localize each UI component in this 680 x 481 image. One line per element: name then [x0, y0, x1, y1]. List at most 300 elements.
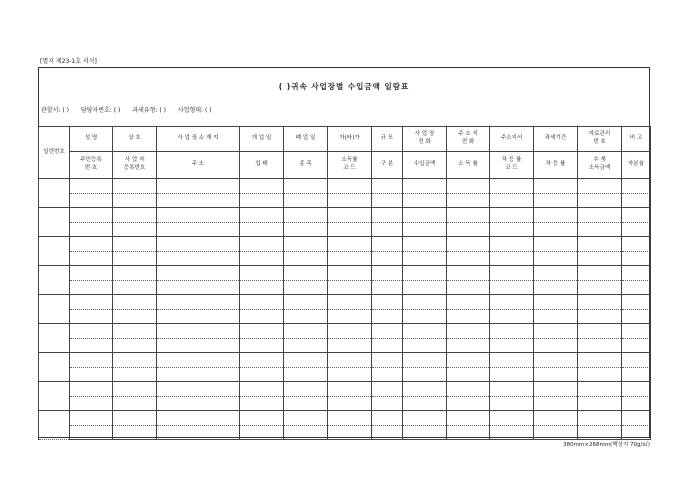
entry-cell[interactable]: [403, 411, 447, 426]
entry-cell[interactable]: [372, 237, 403, 252]
entry-cell[interactable]: [240, 310, 284, 324]
entry-cell[interactable]: [70, 252, 113, 266]
entry-cell[interactable]: [372, 295, 403, 310]
entry-cell[interactable]: [328, 252, 372, 266]
entry-cell[interactable]: [622, 339, 651, 353]
entry-cell[interactable]: [240, 353, 284, 368]
entry-cell[interactable]: [490, 179, 534, 194]
entry-cell[interactable]: [113, 295, 157, 310]
entry-cell[interactable]: [113, 382, 157, 397]
entry-cell[interactable]: [622, 324, 651, 339]
entry-cell[interactable]: [240, 266, 284, 281]
entry-cell[interactable]: [70, 295, 113, 310]
entry-cell[interactable]: [284, 208, 328, 223]
entry-cell[interactable]: [157, 237, 240, 252]
entry-cell[interactable]: [578, 426, 622, 440]
entry-cell[interactable]: [240, 223, 284, 237]
entry-cell[interactable]: [113, 339, 157, 353]
table-row: [39, 411, 651, 426]
entry-cell[interactable]: [70, 208, 113, 223]
entry-cell[interactable]: [403, 208, 447, 223]
serial-cell[interactable]: [39, 324, 70, 353]
entry-cell[interactable]: [403, 426, 447, 440]
entry-cell[interactable]: [447, 281, 490, 295]
entry-cell[interactable]: [447, 353, 490, 368]
entry-cell[interactable]: [113, 324, 157, 339]
entry-cell[interactable]: [534, 310, 578, 324]
header-cell-bottom: 사 업 자 등록번호: [113, 152, 157, 179]
entry-cell[interactable]: [534, 324, 578, 339]
entry-cell[interactable]: [490, 426, 534, 440]
entry-cell[interactable]: [447, 310, 490, 324]
entry-cell[interactable]: [328, 281, 372, 295]
entry-cell[interactable]: [447, 339, 490, 353]
entry-cell[interactable]: [113, 310, 157, 324]
entry-cell[interactable]: [372, 252, 403, 266]
entry-cell[interactable]: [403, 223, 447, 237]
entry-cell[interactable]: [240, 208, 284, 223]
entry-cell[interactable]: [328, 426, 372, 440]
entry-cell[interactable]: [447, 208, 490, 223]
entry-cell[interactable]: [284, 266, 328, 281]
entry-cell[interactable]: [284, 237, 328, 252]
entry-cell[interactable]: [328, 382, 372, 397]
serial-cell[interactable]: [39, 382, 70, 411]
entry-cell[interactable]: [113, 411, 157, 426]
entry-cell[interactable]: [157, 266, 240, 281]
serial-cell[interactable]: [39, 353, 70, 382]
entry-cell[interactable]: [157, 324, 240, 339]
entry-cell[interactable]: [447, 368, 490, 382]
entry-cell[interactable]: [157, 339, 240, 353]
entry-cell[interactable]: [622, 397, 651, 411]
entry-cell[interactable]: [578, 353, 622, 368]
header-cell-bottom: 추 계 소득금액: [578, 152, 622, 179]
entry-cell[interactable]: [113, 223, 157, 237]
entry-cell[interactable]: [403, 382, 447, 397]
entry-cell[interactable]: [372, 223, 403, 237]
header-cell-top: 자료관리 번 호: [578, 127, 622, 152]
entry-cell[interactable]: [622, 266, 651, 281]
entry-cell[interactable]: [284, 179, 328, 194]
entry-cell[interactable]: [534, 179, 578, 194]
entry-cell[interactable]: [328, 310, 372, 324]
entry-cell[interactable]: [70, 266, 113, 281]
entry-cell[interactable]: [578, 310, 622, 324]
entry-cell[interactable]: [328, 353, 372, 368]
entry-cell[interactable]: [403, 252, 447, 266]
entry-cell[interactable]: [70, 179, 113, 194]
entry-cell[interactable]: [403, 368, 447, 382]
entry-cell[interactable]: [403, 324, 447, 339]
entry-cell[interactable]: [240, 426, 284, 440]
table-row-sub: [39, 310, 651, 324]
entry-cell[interactable]: [157, 295, 240, 310]
table-row-sub: [39, 339, 651, 353]
entry-cell[interactable]: [622, 194, 651, 208]
header-cell-bottom: 구 분: [372, 152, 403, 179]
entry-cell[interactable]: [490, 237, 534, 252]
entry-cell[interactable]: [284, 281, 328, 295]
entry-cell[interactable]: [70, 411, 113, 426]
entry-cell[interactable]: [534, 266, 578, 281]
entry-cell[interactable]: [578, 368, 622, 382]
entry-cell[interactable]: [447, 324, 490, 339]
entry-cell[interactable]: [578, 208, 622, 223]
entry-cell[interactable]: [240, 179, 284, 194]
entry-cell[interactable]: [240, 368, 284, 382]
table-row: [39, 179, 651, 194]
entry-cell[interactable]: [284, 295, 328, 310]
entry-cell[interactable]: [578, 252, 622, 266]
entry-cell[interactable]: [70, 426, 113, 440]
entry-cell[interactable]: [113, 281, 157, 295]
header-cell-bottom: 주 소: [157, 152, 240, 179]
entry-cell[interactable]: [447, 411, 490, 426]
entry-cell[interactable]: [447, 266, 490, 281]
entry-cell[interactable]: [70, 339, 113, 353]
entry-cell[interactable]: [157, 281, 240, 295]
entry-cell[interactable]: [328, 397, 372, 411]
entry-cell[interactable]: [622, 281, 651, 295]
entry-cell[interactable]: [284, 223, 328, 237]
entry-cell[interactable]: [157, 353, 240, 368]
entry-cell[interactable]: [372, 339, 403, 353]
entry-cell[interactable]: [447, 426, 490, 440]
header-cell-bottom: 업 태: [240, 152, 284, 179]
entry-cell[interactable]: [622, 426, 651, 440]
entry-cell[interactable]: [578, 194, 622, 208]
header-cell-bottom: 종 목: [284, 152, 328, 179]
entry-cell[interactable]: [372, 353, 403, 368]
entry-cell[interactable]: [490, 339, 534, 353]
entry-cell[interactable]: [534, 295, 578, 310]
header-cell-bottom: 소득률 코 드: [328, 152, 372, 179]
entry-cell[interactable]: [534, 426, 578, 440]
entry-cell[interactable]: [534, 208, 578, 223]
header-cell-top: 규 모: [372, 127, 403, 152]
entry-cell[interactable]: [70, 237, 113, 252]
header-cell-top: 주소지서: [490, 127, 534, 152]
entry-cell[interactable]: [113, 426, 157, 440]
table-row-sub: [39, 194, 651, 208]
header-cell-top: 비 고: [622, 127, 651, 152]
entry-cell[interactable]: [240, 194, 284, 208]
header-cell-top: 주 소 지 전 화: [447, 127, 490, 152]
entry-cell[interactable]: [372, 368, 403, 382]
entry-cell[interactable]: [447, 237, 490, 252]
entry-cell[interactable]: [622, 252, 651, 266]
entry-cell[interactable]: [284, 426, 328, 440]
header-cell-bottom: 주민등록 번 호: [70, 152, 113, 179]
entry-cell[interactable]: [534, 252, 578, 266]
entry-cell[interactable]: [403, 397, 447, 411]
entry-cell[interactable]: [157, 426, 240, 440]
entry-cell[interactable]: [622, 295, 651, 310]
entry-cell[interactable]: [578, 339, 622, 353]
entry-cell[interactable]: [240, 339, 284, 353]
entry-cell[interactable]: [622, 382, 651, 397]
entry-cell[interactable]: [372, 266, 403, 281]
entry-cell[interactable]: [240, 252, 284, 266]
entry-cell[interactable]: [403, 266, 447, 281]
entry-cell[interactable]: [534, 237, 578, 252]
header-cell-bottom: 차 등 률: [534, 152, 578, 179]
entry-cell[interactable]: [403, 281, 447, 295]
entry-cell[interactable]: [403, 237, 447, 252]
table-row-sub: [39, 397, 651, 411]
entry-cell[interactable]: [70, 324, 113, 339]
entry-cell[interactable]: [157, 208, 240, 223]
entry-cell[interactable]: [113, 252, 157, 266]
entry-cell[interactable]: [157, 310, 240, 324]
entry-cell[interactable]: [372, 426, 403, 440]
entry-cell[interactable]: [328, 295, 372, 310]
entry-cell[interactable]: [622, 208, 651, 223]
header-cell-top: 성 명: [70, 127, 113, 152]
entry-cell[interactable]: [328, 266, 372, 281]
entry-cell[interactable]: [372, 411, 403, 426]
entry-cell[interactable]: [70, 368, 113, 382]
entry-cell[interactable]: [328, 208, 372, 223]
form-number-label: [별지 제23-1호 서식]: [40, 58, 97, 65]
tax-type-field: 과세유형: ( ): [132, 107, 166, 114]
entry-cell[interactable]: [284, 339, 328, 353]
entry-cell[interactable]: [157, 397, 240, 411]
entry-cell[interactable]: [240, 237, 284, 252]
entry-cell[interactable]: [534, 411, 578, 426]
entry-cell[interactable]: [240, 382, 284, 397]
serial-cell[interactable]: [39, 208, 70, 237]
entry-cell[interactable]: [113, 266, 157, 281]
entry-cell[interactable]: [284, 324, 328, 339]
header-cell-bottom: 수입금액: [403, 152, 447, 179]
entry-cell[interactable]: [534, 339, 578, 353]
entry-cell[interactable]: [372, 310, 403, 324]
header-cell-top: 상 호: [113, 127, 157, 152]
entry-cell[interactable]: [403, 179, 447, 194]
entry-cell[interactable]: [534, 223, 578, 237]
entry-cell[interactable]: [157, 179, 240, 194]
entry-cell[interactable]: [70, 310, 113, 324]
entry-cell[interactable]: [490, 382, 534, 397]
entry-cell[interactable]: [284, 411, 328, 426]
table-row-sub: [39, 223, 651, 237]
entry-cell[interactable]: [372, 382, 403, 397]
entry-cell[interactable]: [240, 411, 284, 426]
header-cell-top: 자(타)가: [328, 127, 372, 152]
table-row-sub: [39, 368, 651, 382]
entry-cell[interactable]: [328, 194, 372, 208]
entry-cell[interactable]: [622, 223, 651, 237]
serial-cell[interactable]: [39, 237, 70, 266]
table-row: [39, 295, 651, 310]
header-cell-top: 사 업 장 소 재 지: [157, 127, 240, 152]
entry-cell[interactable]: [534, 194, 578, 208]
entry-cell[interactable]: [284, 368, 328, 382]
table-row: [39, 208, 651, 223]
entry-cell[interactable]: [490, 223, 534, 237]
entry-cell[interactable]: [622, 179, 651, 194]
entry-cell[interactable]: [622, 368, 651, 382]
entry-cell[interactable]: [113, 194, 157, 208]
header-cell-bottom: 차 등 률 코 드: [490, 152, 534, 179]
entry-cell[interactable]: [328, 411, 372, 426]
entry-cell[interactable]: [372, 281, 403, 295]
income-summary-table: [38, 126, 651, 440]
entry-cell[interactable]: [534, 281, 578, 295]
entry-cell[interactable]: [157, 194, 240, 208]
header-cell-top: 개 업 일: [240, 127, 284, 152]
entry-cell[interactable]: [578, 324, 622, 339]
entry-cell[interactable]: [578, 382, 622, 397]
meta-info-line: [41, 105, 222, 114]
entry-cell[interactable]: [490, 411, 534, 426]
header-cell-top: 폐 업 일: [284, 127, 328, 152]
paper-spec-note: 380mm×268mm(백상지 70g/㎡): [563, 442, 650, 448]
entry-cell[interactable]: [578, 281, 622, 295]
header-cell-top: 과세기간: [534, 127, 578, 152]
entry-cell[interactable]: [70, 281, 113, 295]
entry-cell[interactable]: [113, 353, 157, 368]
entry-cell[interactable]: [490, 310, 534, 324]
entry-cell[interactable]: [328, 223, 372, 237]
entry-cell[interactable]: [578, 411, 622, 426]
table-row: [39, 266, 651, 281]
entry-cell[interactable]: [622, 237, 651, 252]
entry-cell[interactable]: [447, 295, 490, 310]
office-field: 관할서: ( ): [41, 107, 69, 114]
entry-cell[interactable]: [578, 295, 622, 310]
entry-cell[interactable]: [328, 368, 372, 382]
entry-cell[interactable]: [490, 281, 534, 295]
header-row-bottom: [39, 152, 651, 179]
entry-cell[interactable]: [328, 324, 372, 339]
entry-cell[interactable]: [490, 208, 534, 223]
entry-cell[interactable]: [490, 266, 534, 281]
entry-cell[interactable]: [70, 382, 113, 397]
entry-cell[interactable]: [372, 324, 403, 339]
entry-cell[interactable]: [372, 208, 403, 223]
entry-cell[interactable]: [372, 194, 403, 208]
entry-cell[interactable]: [372, 397, 403, 411]
table-row: [39, 237, 651, 252]
entry-cell[interactable]: [284, 252, 328, 266]
entry-cell[interactable]: [447, 382, 490, 397]
entry-cell[interactable]: [284, 382, 328, 397]
table-row: [39, 382, 651, 397]
entry-cell[interactable]: [490, 397, 534, 411]
table-row-sub: [39, 426, 651, 440]
entry-cell[interactable]: [157, 368, 240, 382]
entry-cell[interactable]: [240, 324, 284, 339]
entry-cell[interactable]: [113, 208, 157, 223]
entry-cell[interactable]: [534, 397, 578, 411]
entry-cell[interactable]: [490, 368, 534, 382]
entry-cell[interactable]: [113, 179, 157, 194]
entry-cell[interactable]: [578, 179, 622, 194]
entry-cell[interactable]: [113, 397, 157, 411]
entry-cell[interactable]: [447, 223, 490, 237]
entry-cell[interactable]: [157, 411, 240, 426]
header-cell-bottom: 소 득 률: [447, 152, 490, 179]
entry-cell[interactable]: [490, 353, 534, 368]
table-row-sub: [39, 281, 651, 295]
entry-cell[interactable]: [578, 397, 622, 411]
entry-cell[interactable]: [490, 252, 534, 266]
table-row: [39, 324, 651, 339]
entry-cell[interactable]: [284, 353, 328, 368]
serial-cell[interactable]: [39, 266, 70, 295]
entry-cell[interactable]: [622, 411, 651, 426]
header-cell-top: 사 업 장 전 화: [403, 127, 447, 152]
entry-cell[interactable]: [622, 353, 651, 368]
entry-cell[interactable]: [403, 295, 447, 310]
entry-cell[interactable]: [578, 223, 622, 237]
officer-number-field: 담당자번호: ( ): [80, 107, 121, 114]
entry-cell[interactable]: [578, 237, 622, 252]
serial-cell[interactable]: [39, 295, 70, 324]
entry-cell[interactable]: [70, 194, 113, 208]
entry-cell[interactable]: [157, 223, 240, 237]
entry-cell[interactable]: [70, 397, 113, 411]
entry-cell[interactable]: [447, 252, 490, 266]
entry-cell[interactable]: [328, 237, 372, 252]
entry-cell[interactable]: [447, 179, 490, 194]
entry-cell[interactable]: [328, 179, 372, 194]
entry-cell[interactable]: [284, 310, 328, 324]
header-serial-number: 일련번호: [39, 127, 70, 179]
header-cell-bottom: 자분율: [622, 152, 651, 179]
table-row: [39, 353, 651, 368]
entry-cell[interactable]: [372, 179, 403, 194]
entry-cell[interactable]: [113, 368, 157, 382]
entry-cell[interactable]: [534, 368, 578, 382]
business-type-field: 사업형태: ( ): [177, 107, 212, 114]
entry-cell[interactable]: [403, 353, 447, 368]
header-row-top: [39, 127, 651, 152]
form-frame: [38, 67, 650, 438]
entry-cell[interactable]: [240, 397, 284, 411]
entry-cell[interactable]: [403, 194, 447, 208]
entry-cell[interactable]: [447, 194, 490, 208]
entry-cell[interactable]: [490, 324, 534, 339]
entry-cell[interactable]: [447, 397, 490, 411]
entry-cell[interactable]: [157, 382, 240, 397]
entry-cell[interactable]: [328, 339, 372, 353]
entry-cell[interactable]: [157, 252, 240, 266]
entry-cell[interactable]: [240, 295, 284, 310]
entry-cell[interactable]: [622, 310, 651, 324]
entry-cell[interactable]: [403, 339, 447, 353]
entry-cell[interactable]: [534, 382, 578, 397]
table-row-sub: [39, 252, 651, 266]
entry-cell[interactable]: [70, 223, 113, 237]
entry-cell[interactable]: [284, 194, 328, 208]
entry-cell[interactable]: [70, 353, 113, 368]
entry-cell[interactable]: [578, 266, 622, 281]
entry-cell[interactable]: [403, 310, 447, 324]
entry-cell[interactable]: [284, 397, 328, 411]
entry-cell[interactable]: [534, 353, 578, 368]
serial-cell[interactable]: [39, 179, 70, 208]
entry-cell[interactable]: [490, 194, 534, 208]
form-title: ( )귀속 사업장별 수입금액 일람표: [278, 82, 410, 91]
entry-cell[interactable]: [240, 281, 284, 295]
serial-cell[interactable]: [39, 411, 70, 440]
entry-cell[interactable]: [490, 295, 534, 310]
entry-cell[interactable]: [113, 237, 157, 252]
